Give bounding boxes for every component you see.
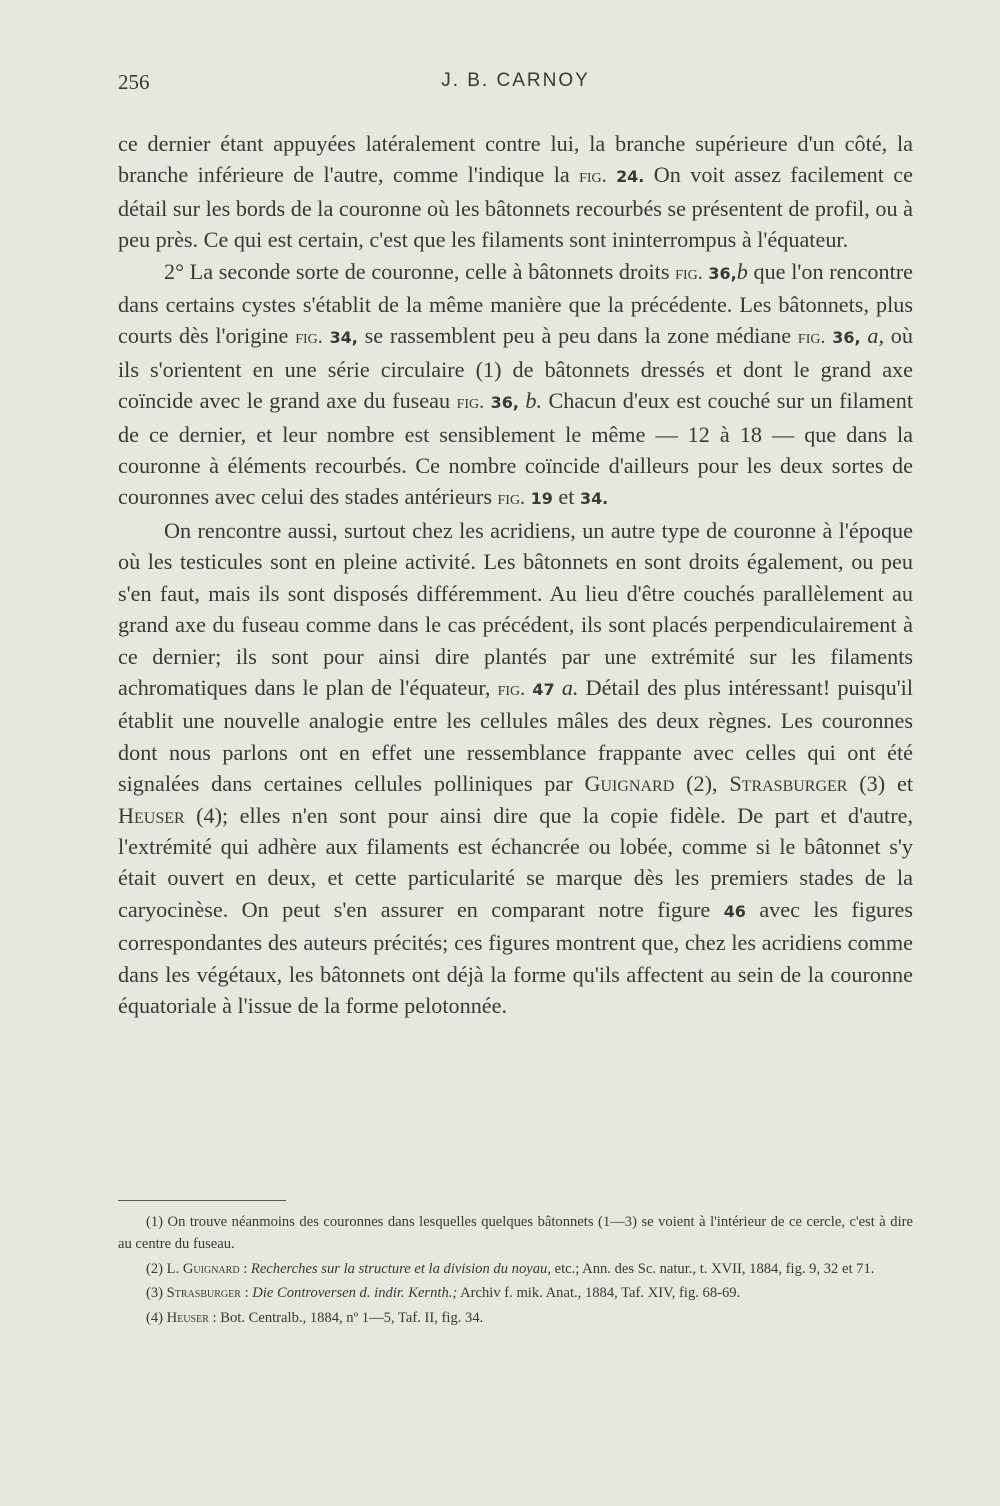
text-run: et [552,484,580,510]
figure-reference: fig. [295,326,323,349]
text-run: Chacun d'eux est couché sur un filament de ce dernier, et leur nombre est sensiblement le même — 12 à 18 — que dans la couronne à éléments recourbés. Ce nombre coïncide d'ailleurs pour les deux sortes de couronnes avec celui des stades antérieurs [118,388,913,510]
figure-letter: b. [525,388,543,414]
text-run: (3) [146,1285,167,1302]
text-run: (3) et [847,771,913,797]
footnote-4 [118,1307,913,1329]
text-run: Détail des plus intéressant! puisqu'il établit une nouvelle analogie entre les cellules mâles des deux règnes. Les couronnes dont nous parlons ont en effet une ressemblance frappante avec celles qui ont été signalées dans certaines cellules polliniques par [118,674,914,797]
figure-letter: b [736,258,748,284]
text-run: que l'on rencontre dans certains cystes s'établit de la même manière que la précédente. Les bâtonnets, plus courts dès l'origine [118,258,914,349]
figure-reference: fig. [456,391,485,414]
paragraph-3 [118,515,913,1022]
cited-title: Recherches sur la structure et la division du noyau, [250,1260,551,1277]
page-header [118,66,913,102]
text-run: : [240,1285,253,1302]
text-run: (4); elles n'en sont pour ainsi dire que la copie fidèle. De part et d'autre, l'extrémité qui adhère aux filaments est échancrée ou lobée, comme si le bâtonnet s'y était ouvert en deux, et cette particularité se marque dès les premiers stades de la caryocinèse. On peut s'en assurer en comparant notre figure [118,802,913,922]
figure-number: 46 [723,901,746,921]
figure-reference: fig. [675,261,703,284]
figure-letter: a, [867,323,885,349]
page-number: 256 [118,70,150,94]
figure-number: 34, [329,328,358,348]
text-run: où ils s'orientent en une série circulaire (1) de bâtonnets dressés et dont le grand axe coïncide avec le grand axe du fuseau [118,323,913,414]
footnote-3 [118,1282,913,1304]
figure-reference: fig. [579,165,607,188]
author-name: Heuser [118,802,185,828]
text-run: Archiv f. mik. Anat., 1884, Taf. XIV, fig. 68-69. [457,1285,741,1302]
author-name: Strasburger [166,1285,241,1302]
figure-number: 24. [616,167,645,187]
text-run: : Bot. Centralb., 1884, nº 1—5, Taf. II, fig. 34. [208,1309,484,1326]
figure-number: 36, [490,393,519,413]
figure-number: 47 [532,679,555,699]
text-run: On rencontre aussi, surtout chez les acridiens, un autre type de couronne à l'époque où les testicules sont en pleine activité. Les bâtonnets en sont droits également, ou peu s'en faut, mais ils sont disposés différemment. Au lieu d'être couchés parallèlement au grand axe du fuseau comme dans le cas précédent, ils sont placés perpendiculairement à ce dernier; ils sont pour ainsi dire plantés par une extrémité sur les filaments achromatiques dans le plan de l'équateur, [118,517,913,700]
figure-number: 36, [708,263,737,283]
figure-reference: fig. [797,326,826,349]
text-run: etc.; Ann. des Sc. natur., t. XVII, 1884, fig. 9, 32 et 71. [550,1260,875,1277]
author-name: Guignard [584,771,675,797]
figure-number: 36, [832,328,861,348]
figure-reference: fig. [497,677,526,700]
paragraph-2 [118,256,913,515]
text-run: ce dernier étant appuyées latéralement contre lui, la branche supérieure d'un côté, la branche inférieure de l'autre, comme l'indique la [118,131,913,188]
text-run: On voit assez facilement ce détail sur les bords de la couronne où les bâtonnets recourbés se présentent de profil, ou à peu près. Ce qui est certain, c'est que les filaments sont ininterrompus à l'équateur. [118,162,914,253]
figure-number: 19 [530,489,553,509]
text-run: (2) L. [146,1260,183,1277]
footnote-2 [118,1258,913,1280]
text-run: se rassemblent peu à peu dans la zone médiane [357,323,798,349]
text-run: 2° La seconde sorte de couronne, celle à bâtonnets droits [164,258,676,284]
footnotes [118,1211,913,1331]
figure-number: 34. [579,489,609,509]
text-run: avec les figures correspondantes des auteurs précités; ces figures montrent que, chez les acridiens comme dans les végétaux, les bâtonnets ont déjà la forme qu'ils affectent au sein de la couronne équatoriale à l'issue de la forme pelotonnée. [118,896,914,1018]
text-run: : [239,1260,251,1277]
paragraph-1 [118,128,913,256]
running-title: J. B. CARNOY [441,70,590,91]
cited-title: Die Controversen d. indir. Kernth.; [252,1285,458,1302]
author-name: Guignard [182,1260,240,1277]
footnote-rule [118,1200,286,1201]
figure-letter: a. [561,674,579,700]
text-run: (4) [146,1309,167,1326]
text-run: (2), [674,771,730,797]
author-name: Strasburger [729,771,848,797]
figure-reference: fig. [497,487,526,510]
footnote-1: (1) On trouve néanmoins des couronnes dans lesquelles quelques bâtonnets (1—3) se voient à l'intérieur de ce cercle, c'est à dire au centre du fuseau. [118,1214,913,1253]
author-name: Heuser [166,1309,209,1326]
body-text [118,128,913,1021]
